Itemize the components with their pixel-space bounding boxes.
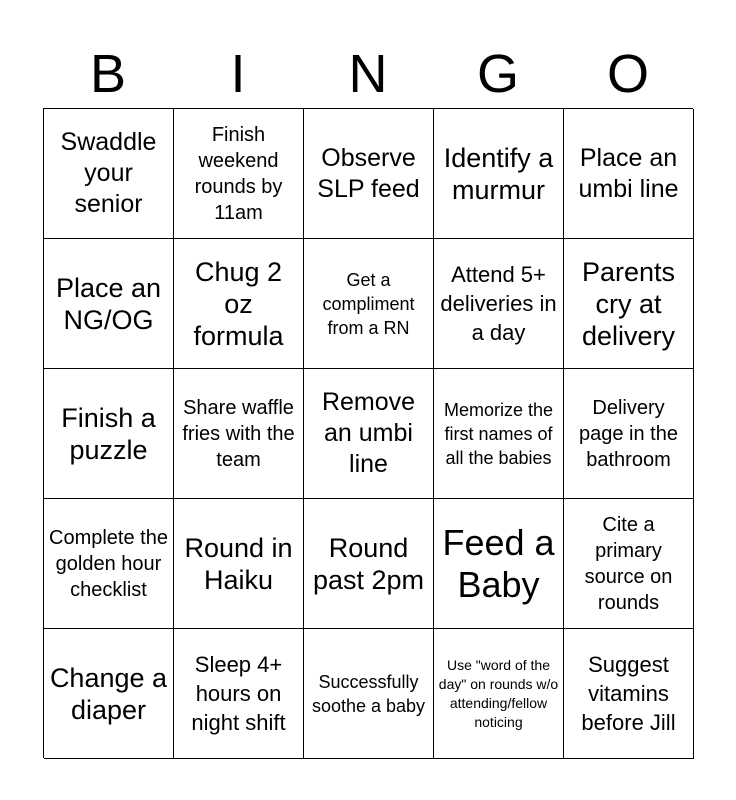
bingo-cell[interactable] xyxy=(174,369,304,499)
bingo-cell[interactable] xyxy=(434,369,564,499)
cell-text: Identify a murmur xyxy=(443,142,554,205)
bingo-cell[interactable] xyxy=(564,369,694,499)
header-letter-g: G xyxy=(476,44,519,104)
cell-text: Place an NG/OG xyxy=(55,272,162,335)
cell-text: Get a compliment from a RN xyxy=(322,269,415,338)
cell-text: Round in Haiku xyxy=(184,532,293,595)
bingo-header xyxy=(43,40,693,108)
bingo-cell[interactable] xyxy=(44,369,174,499)
cell-text: Feed a Baby xyxy=(442,521,555,605)
bingo-cell[interactable] xyxy=(174,499,304,629)
cell-text: Use "word of the day" on rounds w/o attending/fellow noticing xyxy=(438,656,559,730)
bingo-cell[interactable] xyxy=(174,629,304,759)
cell-text: Swaddle your senior xyxy=(60,128,157,218)
cell-text: Round past 2pm xyxy=(312,532,425,595)
cell-text: Suggest vitamins before Jill xyxy=(581,652,676,735)
bingo-cell[interactable] xyxy=(564,239,694,369)
bingo-cell[interactable] xyxy=(174,109,304,239)
bingo-cell[interactable] xyxy=(434,499,564,629)
cell-text: Parents cry at delivery xyxy=(581,256,676,351)
bingo-cell[interactable] xyxy=(304,369,434,499)
cell-text: Chug 2 oz formula xyxy=(193,256,284,351)
cell-text: Change a diaper xyxy=(49,662,168,725)
cell-text: Successfully soothe a baby xyxy=(311,671,426,716)
header-letter-o: O xyxy=(606,44,649,104)
cell-text: Finish a puzzle xyxy=(61,402,156,465)
header-letter-i: I xyxy=(230,44,246,104)
cell-text: Attend 5+ deliveries in a day xyxy=(440,262,557,345)
bingo-grid xyxy=(43,108,693,758)
cell-text: Delivery page in the bathroom xyxy=(579,396,678,471)
bingo-cell[interactable] xyxy=(304,239,434,369)
cell-text: Observe SLP feed xyxy=(317,143,420,203)
bingo-cell[interactable] xyxy=(304,629,434,759)
bingo-cell[interactable] xyxy=(564,499,694,629)
bingo-cell[interactable] xyxy=(44,109,174,239)
cell-text: Sleep 4+ hours on night shift xyxy=(191,652,286,735)
bingo-cell[interactable] xyxy=(434,629,564,759)
bingo-cell[interactable] xyxy=(564,629,694,759)
bingo-cell[interactable] xyxy=(304,109,434,239)
cell-text: Cite a primary source on rounds xyxy=(584,513,673,614)
header-letter-b: B xyxy=(89,44,127,104)
bingo-cell[interactable] xyxy=(564,109,694,239)
cell-text: Memorize the first names of all the babies xyxy=(443,399,554,468)
bingo-cell[interactable] xyxy=(174,239,304,369)
cell-text: Remove an umbi line xyxy=(321,388,416,478)
bingo-cell[interactable] xyxy=(44,499,174,629)
cell-text: Finish weekend rounds by 11am xyxy=(194,123,283,224)
header-letter-n: N xyxy=(348,44,388,104)
cell-text: Share waffle fries with the team xyxy=(182,396,295,471)
bingo-cell[interactable] xyxy=(44,239,174,369)
bingo-cell[interactable] xyxy=(304,499,434,629)
cell-text: Complete the golden hour checklist xyxy=(49,526,168,601)
bingo-cell[interactable] xyxy=(434,239,564,369)
bingo-cell[interactable] xyxy=(44,629,174,759)
bingo-cell[interactable] xyxy=(434,109,564,239)
cell-text: Place an umbi line xyxy=(578,143,679,203)
